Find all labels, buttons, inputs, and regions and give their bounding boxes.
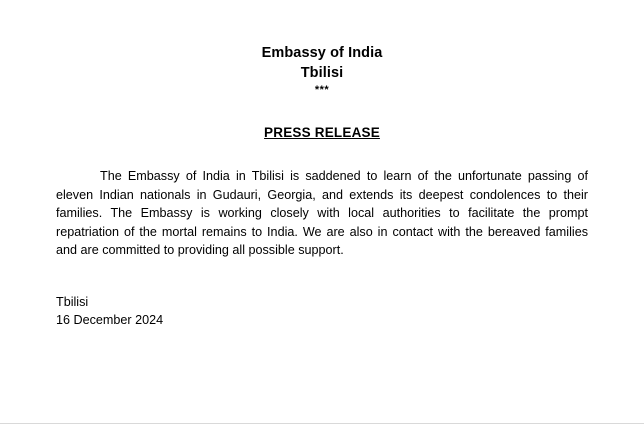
signoff-block (56, 293, 588, 330)
signoff-date: 16 December 2024 (56, 313, 164, 328)
organization-name: Embassy of India (261, 45, 383, 61)
letterhead-separator: *** (314, 84, 330, 97)
document-title-wrapper (56, 124, 588, 142)
organization-city: Tbilisi (300, 64, 344, 81)
press-release-body (56, 167, 588, 260)
bottom-divider (0, 423, 644, 424)
signoff-place: Tbilisi (56, 294, 89, 309)
body-text: The Embassy of India in Tbilisi is saddened to learn of the unfortunate passing of eleven Indian nationals in Gudauri, Georgia, and extends its deepest condolences to their families. The Embassy is working closely with local authorities to facilitate the prompt repatriation of the mortal remains to India. We are also in contact with the bereaved families and are committed to providing all possible support. (56, 169, 588, 258)
page-title: PRESS RELEASE (264, 125, 380, 141)
letterhead (56, 44, 588, 97)
